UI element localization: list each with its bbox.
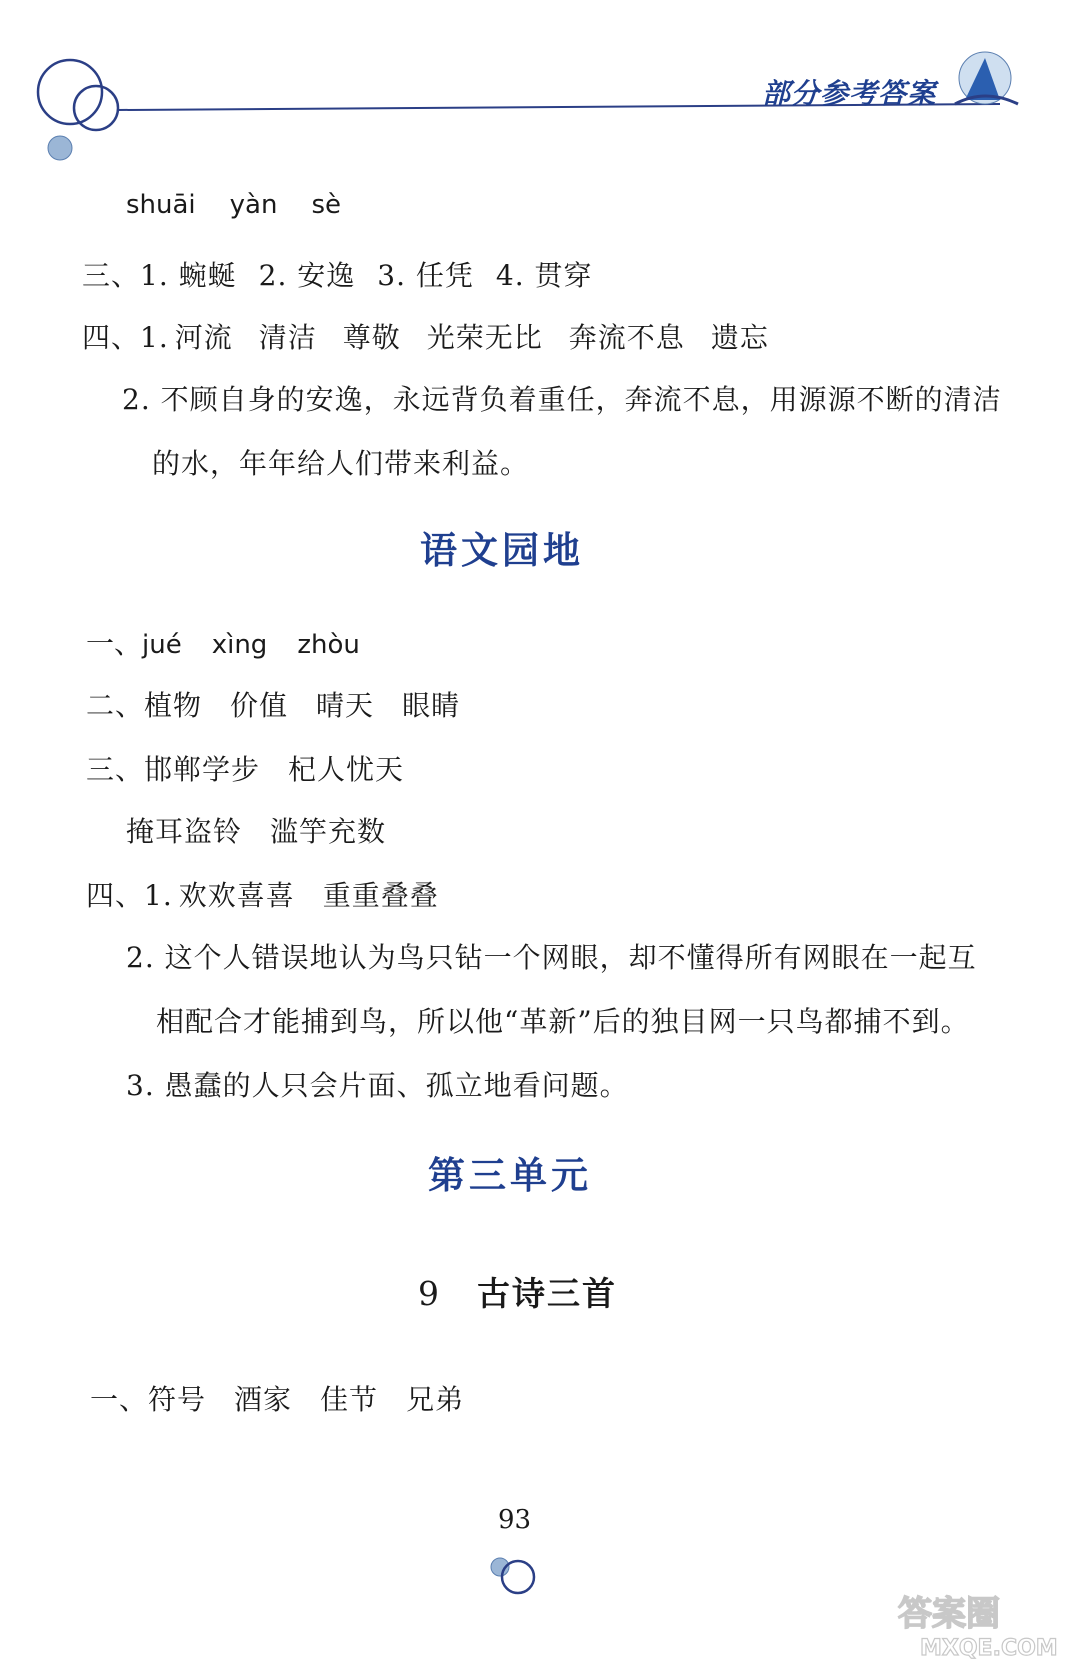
answer-word: 遗忘 bbox=[710, 321, 769, 354]
answer-line-san-idioms-a bbox=[86, 748, 404, 788]
answer-word: 佳节 bbox=[320, 1383, 379, 1416]
answer-item: 2. 安逸 bbox=[258, 259, 356, 292]
answer-word: 晴天 bbox=[316, 689, 375, 722]
answer-word: 欢欢喜喜 bbox=[178, 879, 295, 912]
section-title-yuwen: 语文园地 bbox=[420, 529, 584, 572]
pinyin-word: sè bbox=[311, 190, 342, 220]
item-prefix: 一、 bbox=[86, 627, 143, 660]
answer-line-si-yuwen-2a: 2. 这个人错误地认为鸟只钻一个网眼，却不懂得所有网眼在一起互 bbox=[126, 941, 977, 974]
pinyin-word: zhòu bbox=[297, 630, 360, 660]
answer-line-san bbox=[82, 254, 593, 294]
item-prefix: 三、 bbox=[82, 259, 141, 292]
header-ornament-icon bbox=[955, 52, 1018, 104]
pinyin-word: jué bbox=[142, 630, 182, 660]
watermark-logo bbox=[880, 1585, 1080, 1660]
idiom: 杞人忧天 bbox=[288, 753, 405, 786]
answer-line-si-yuwen-3: 3. 愚蠢的人只会片面、孤立地看问题。 bbox=[126, 1069, 629, 1102]
item-prefix: 二、 bbox=[86, 689, 145, 722]
pinyin-word: shuāi bbox=[126, 190, 196, 220]
answer-line-er bbox=[86, 684, 460, 724]
answer-line-si-2a: 2. 不顾自身的安逸，永远背负着重任，奔流不息，用源源不断的清洁 bbox=[122, 383, 1002, 416]
decor-dot-ball bbox=[48, 136, 72, 160]
answer-line-si-yuwen-1 bbox=[86, 874, 439, 914]
pinyin-row-top bbox=[126, 190, 341, 220]
watermark-mark bbox=[880, 1585, 1080, 1660]
answer-word: 眼睛 bbox=[402, 689, 461, 722]
answer-word: 酒家 bbox=[234, 1383, 293, 1416]
answer-word: 重重叠叠 bbox=[322, 879, 439, 912]
idiom: 邯郸学步 bbox=[144, 753, 261, 786]
answer-line-si-2b: 的水，年年给人们带来利益。 bbox=[152, 447, 530, 480]
item-prefix: 四、 bbox=[86, 879, 145, 912]
item-prefix: 四、 bbox=[82, 321, 141, 354]
watermark-text-top: 答案圈 bbox=[898, 1594, 1000, 1634]
answer-word: 兄弟 bbox=[406, 1383, 465, 1416]
idiom: 掩耳盗铃 bbox=[126, 815, 243, 848]
answer-line-si-1 bbox=[82, 316, 769, 356]
answer-word: 尊敬 bbox=[342, 321, 401, 354]
lesson-title bbox=[418, 1268, 617, 1315]
watermark-text-bottom: MXQE.COM bbox=[920, 1636, 1058, 1660]
lesson-number: 9 bbox=[418, 1274, 441, 1313]
footer-circle bbox=[502, 1561, 534, 1593]
unit-title: 第三单元 bbox=[428, 1154, 592, 1197]
answer-word: 符号 bbox=[148, 1383, 207, 1416]
decor-circle-large bbox=[38, 60, 102, 124]
pinyin-row-yi bbox=[86, 622, 360, 662]
answer-line-lesson-yi bbox=[90, 1378, 464, 1418]
header-title: 部分参考答案 bbox=[762, 77, 937, 110]
answer-line-si-yuwen-2b: 相配合才能捕到鸟，所以他“革新”后的独目网一只鸟都捕不到。 bbox=[156, 1005, 970, 1038]
answer-item: 4. 贯穿 bbox=[495, 259, 593, 292]
idiom: 滥竽充数 bbox=[270, 815, 387, 848]
page-number: 93 bbox=[498, 1505, 532, 1535]
item-number: 1. bbox=[144, 879, 173, 912]
item-prefix: 一、 bbox=[90, 1383, 149, 1416]
answer-item: 1. 蜿蜒 bbox=[140, 259, 237, 292]
answer-word: 植物 bbox=[144, 689, 203, 722]
decor-circle-small bbox=[74, 86, 118, 130]
pinyin-word: xìng bbox=[211, 630, 268, 660]
answer-word: 河流 bbox=[174, 321, 233, 354]
answer-item: 3. 任凭 bbox=[377, 259, 474, 292]
item-number: 1. bbox=[140, 321, 169, 354]
lesson-name: 古诗三首 bbox=[477, 1274, 617, 1313]
answer-word: 价值 bbox=[230, 689, 289, 722]
answer-word: 光荣无比 bbox=[426, 321, 543, 354]
answer-line-san-idioms-b bbox=[126, 810, 386, 850]
item-prefix: 三、 bbox=[86, 753, 145, 786]
pinyin-word: yàn bbox=[229, 190, 278, 220]
answer-word: 清洁 bbox=[258, 321, 317, 354]
answer-word: 奔流不息 bbox=[568, 321, 685, 354]
footer-decoration bbox=[480, 1525, 560, 1595]
